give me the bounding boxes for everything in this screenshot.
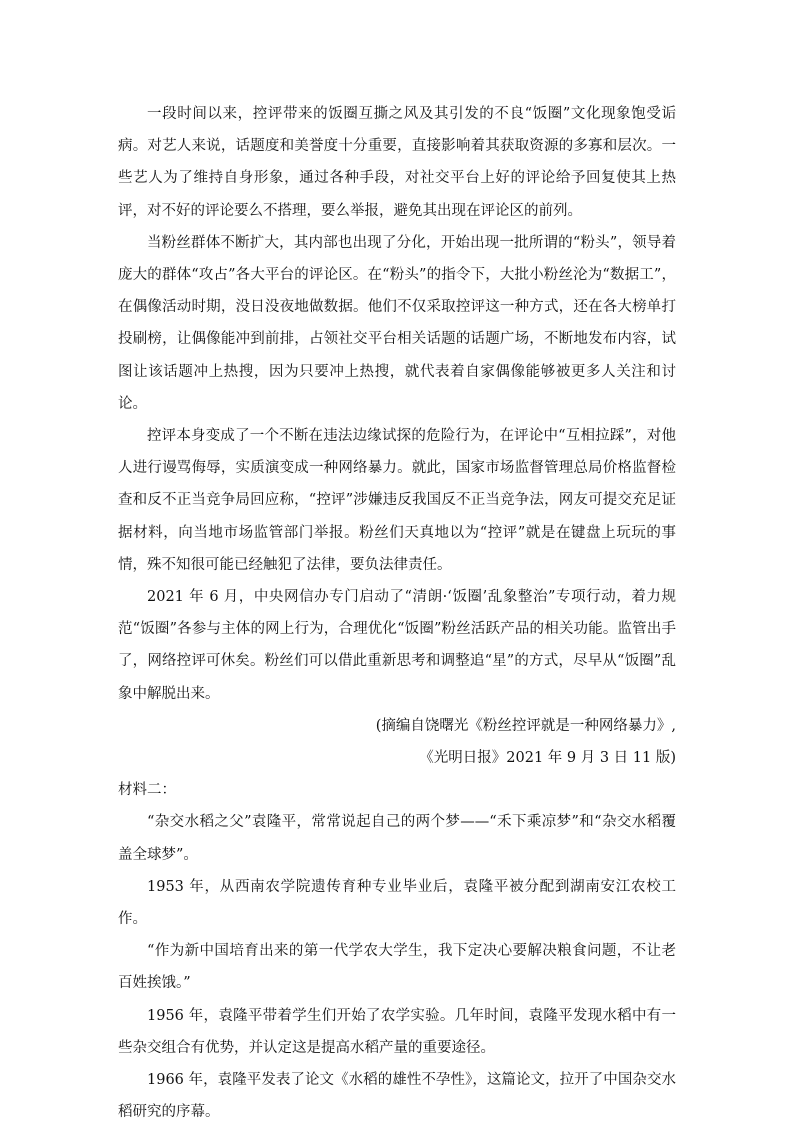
document-body [118,98,676,1129]
paragraph-5: “杂交水稻之父”袁隆平，常常说起自己的两个梦——“禾下乘凉梦”和“杂交水稻覆盖全球梦”。 [118,814,676,863]
paragraph-8: 1956 年，袁隆平带着学生们开始了农学实验。几年时间，袁隆平发现水稻中有一些杂交组合有优势，并认定这是提高水稻产量的重要途径。 [118,1007,676,1056]
paragraph-2: 当粉丝群体不断扩大，其内部也出现了分化，开始出现一批所谓的“粉头”，领导着庞大的群体“攻占”各大平台的评论区。在“粉头”的指令下，大批小粉丝沦为“数据工”，在偶像活动时期，没日没夜地做数据。他们不仅采取控评这一种方式，还在各大榜单打投刷榜，让偶像能冲到前排，占领社交平台相关话题的话题广场，不断地发布内容，试图让该话题冲上热搜，因为只要冲上热搜，就代表着自家偶像能够被更多人关注和讨论。 [118,234,676,412]
source-citation-line-1: (摘编自饶曙光《粉丝控评就是一种网络暴力》, [375,717,676,734]
paragraph-6: 1953 年，从西南农学院遗传育种专业毕业后，袁隆平被分配到湖南安江农校工作。 [118,878,676,928]
paragraph-1: 一段时间以来，控评带来的饭圈互撕之风及其引发的不良“饭圈”文化现象饱受诟病。对艺人来说，话题度和美誉度十分重要，直接影响着其获取资源的多寡和层次。一些艺人为了维持自身形象，通过各种手段，对社交平台上好的评论给予回复使其上热评，对不好的评论要么不搭理，要么举报，避免其出现在评论区的前列。 [118,106,676,219]
paragraph-3: 控评本身变成了一个不断在违法边缘试探的危险行为，在评论中“互相拉踩”，对他人进行谩骂侮辱，实质演变成一种网络暴力。就此，国家市场监督管理总局价格监督检查和反不正当竞争局回应称，“控评”涉嫌违反我国反不正当竞争法，网友可提交充足证据材料，向当地市场监管部门举报。粉丝们天真地以为“控评”就是在键盘上玩玩的事情，殊不知很可能已经触犯了法律，要负法律责任。 [118,428,676,573]
paragraph-4: 2021 年 6 月，中央网信办专门启动了“清朗·‘饭圈’乱象整治”专项行动，着力规范“饭圈”各参与主体的网上行为，合理优化“饭圈”粉丝活跃产品的相关功能。监管出手了，网络控评可休矣。粉丝们可以借此重新思考和调整追“星”的方式，尽早从“饭圈”乱象中解脱出来。 [118,589,676,702]
paragraph-9: 1966 年，袁隆平发表了论文《水稻的雄性不孕性》，这篇论文，拉开了中国杂交水稻研究的序幕。 [118,1072,676,1121]
source-citation-line-2: 《光明日报》2021 年 9 月 3 日 11 版) [419,750,676,767]
material-2-heading: 材料二： [118,782,176,799]
paragraph-7: “作为新中国培育出来的第一代学农大学生，我下定决心要解决粮食问题，不让老百姓挨饿。” [118,943,676,992]
